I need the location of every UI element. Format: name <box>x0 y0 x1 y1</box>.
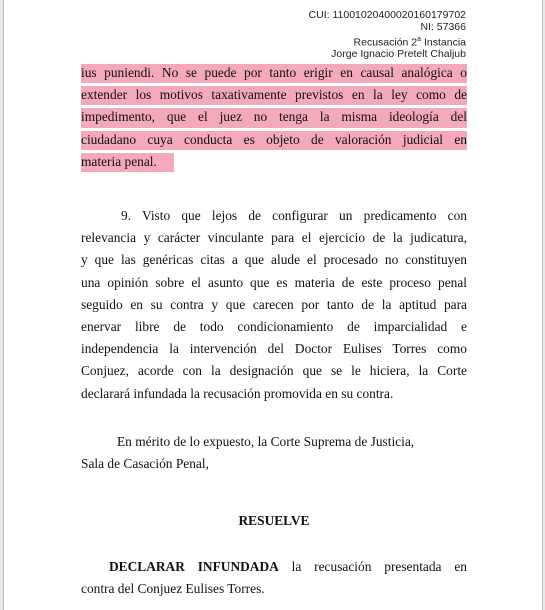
paragraph-line: independencia la intervención del Doctor Eulises Torres como <box>81 341 467 357</box>
paragraph-line: Conjuez, acorde con la designación que se le hiciera, la Corte <box>81 363 467 379</box>
decision-paragraph <box>81 556 467 600</box>
paragraph-line: Sala de Casación Penal, <box>81 456 209 472</box>
case-cui: CUI: 11001020400020160179702 <box>308 9 466 21</box>
paragraph-line: 9. Visto que lejos de configurar un predicamento con <box>121 208 467 223</box>
case-party-name: Jorge Ignacio Pretelt Chaljub <box>331 47 466 60</box>
highlighted-line: ciudadano cuya conducta es objeto de valoración judicial en <box>81 129 467 151</box>
resuelve-heading-wrap <box>81 510 467 532</box>
resuelve-heading: RESUELVE <box>238 513 310 528</box>
merito-paragraph <box>81 431 467 475</box>
decision-line-2: contra del Conjuez Eulises Torres. <box>81 581 265 597</box>
paragraph-line: una opinión sobre el asunto que es materia de este proceso penal <box>81 274 467 290</box>
case-header <box>309 10 466 61</box>
decision-line-1: DECLARAR INFUNDADA la recusación presentada en <box>109 559 467 574</box>
paragraph-line: declarará infundada la recusación promovida en su contra. <box>81 385 394 401</box>
paragraph-line: En mérito de lo expuesto, la Corte Suprema de Justicia, <box>117 434 415 449</box>
paragraph-line: y que las genéricas citas a que alude el procesado no constituyen <box>81 252 467 268</box>
paragraph-line: enervar libre de todo condicionamiento de imparcialidad e <box>81 318 467 334</box>
document-page <box>3 0 543 610</box>
highlighted-line: ius puniendi. No se puede por tanto erigir en causal analógica o <box>81 62 467 84</box>
case-ni: NI: 57366 <box>420 20 466 33</box>
paragraph-9 <box>81 205 467 405</box>
case-recusacion: Recusación 2$^a$ Instancia <box>353 35 466 49</box>
paragraph-line: relevancia y carácter vinculante para el ejercicio de la judicatura, <box>81 230 467 246</box>
highlighted-paragraph <box>81 62 467 173</box>
highlighted-line: materia penal. <box>81 151 467 173</box>
paragraph-line: seguido en su contra y que carecen por tanto de la aptitud para <box>81 296 467 312</box>
highlighted-line: extender los motivos taxativamente previstos en la ley como de <box>81 84 467 106</box>
highlighted-line: impedimento, que el juez no tenga la misma ideología del <box>81 106 467 128</box>
